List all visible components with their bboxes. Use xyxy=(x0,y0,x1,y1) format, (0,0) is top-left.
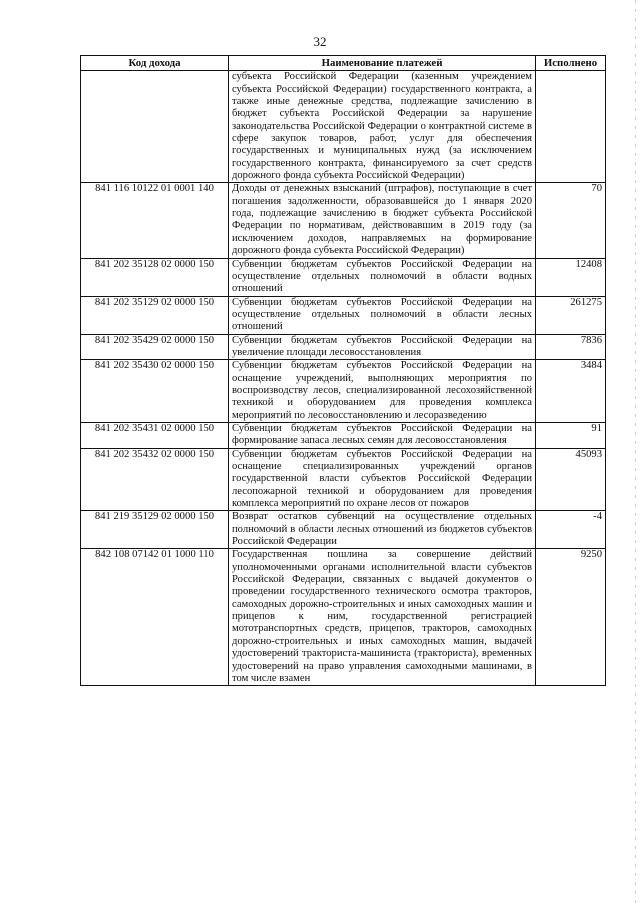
payment-name: Субвенции бюджетам субъектов Российской Федерации на осуществление отдельных полномочий в области лесных отношений xyxy=(229,296,536,334)
executed-amount xyxy=(536,71,606,183)
payment-name: Доходы от денежных взысканий (штрафов), поступающие в счет погашения задолженности, образовавшейся до 1 января 2020 года, подлежащие зачислению в бюджет субъекта Российской Федерации по нормативам, действовавшим в 2019 году (за исключением доходов, направляемых на формирование дорожного фонда субъекта Российской Федерации) xyxy=(229,183,536,258)
header-executed: Исполнено xyxy=(536,56,606,71)
income-code: 841 219 35129 02 0000 150 xyxy=(81,511,229,549)
executed-amount: 91 xyxy=(536,422,606,448)
payment-name: Субвенции бюджетам субъектов Российской Федерации на увеличение площади лесовосстановления xyxy=(229,334,536,360)
page-number: 32 xyxy=(313,34,327,49)
executed-amount: -4 xyxy=(536,511,606,549)
payment-name: Субвенции бюджетам субъектов Российской Федерации на оснащение специализированных учреждений органов государственной власти субъектов Российской Федерации лесопожарной техникой и оборудованием для проведения комплекса мероприятий по охране лесов от пожаров xyxy=(229,448,536,511)
header-name: Наименование платежей xyxy=(229,56,536,71)
executed-amount: 7836 xyxy=(536,334,606,360)
scan-edge-artifact xyxy=(635,0,636,905)
executed-amount: 12408 xyxy=(536,258,606,296)
table-row xyxy=(81,360,606,423)
payment-name: Возврат остатков субвенций на осуществление отдельных полномочий в области лесных отношений из бюджетов субъектов Российской Федерации xyxy=(229,511,536,549)
income-code: 841 202 35429 02 0000 150 xyxy=(81,334,229,360)
table-row xyxy=(81,549,606,686)
income-code: 841 202 35129 02 0000 150 xyxy=(81,296,229,334)
table-row xyxy=(81,258,606,296)
table-row xyxy=(81,334,606,360)
table-row xyxy=(81,71,606,183)
executed-amount: 45093 xyxy=(536,448,606,511)
table-row xyxy=(81,511,606,549)
payment-name: Государственная пошлина за совершение действий уполномоченными органами исполнительной власти субъектов Российской Федерации, связанных с выдачей документов о проведении государственного технического осмотра тракторов, самоходных дорожно-строительных и иных самоходных машин и прицепов к ним, государственной регистрацией мототранспортных средств, прицепов, тракторов, самоходных дорожно-строительных и иных самоходных машин, выдачей удостоверений тракториста-машиниста (тракториста), временных удостоверений на право управления самоходными машинами, в том числе взамен xyxy=(229,549,536,686)
payment-name: субъекта Российской Федерации (казенным учреждением субъекта Российской Федерации) государственного контракта, а также иные денежные средства, подлежащие зачислению в бюджет субъекта Российской Федерации за нарушение законодательства Российской Федерации о контрактной системе в сфере закупок товаров, работ, услуг для обеспечения государственных и муниципальных нужд (за исключением государственного контракта, финансируемого за счет средств дорожного фонда субъекта Российской Федерации) xyxy=(229,71,536,183)
payment-name: Субвенции бюджетам субъектов Российской Федерации на оснащение учреждений, выполняющих мероприятия по воспроизводству лесов, специализированной лесохозяйственной техникой и оборудованием для проведения комплекса мероприятий по лесовосстановлению и лесоразведению xyxy=(229,360,536,423)
executed-amount: 70 xyxy=(536,183,606,258)
income-code: 841 202 35431 02 0000 150 xyxy=(81,422,229,448)
payment-name: Субвенции бюджетам субъектов Российской Федерации на формирование запаса лесных семян для лесовосстановления xyxy=(229,422,536,448)
income-code: 842 108 07142 01 1000 110 xyxy=(81,549,229,686)
revenue-table xyxy=(80,55,606,686)
income-code: 841 202 35430 02 0000 150 xyxy=(81,360,229,423)
income-code: 841 116 10122 01 0001 140 xyxy=(81,183,229,258)
executed-amount: 261275 xyxy=(536,296,606,334)
table-row xyxy=(81,183,606,258)
income-code xyxy=(81,71,229,183)
table-row xyxy=(81,296,606,334)
table-row xyxy=(81,422,606,448)
income-code: 841 202 35432 02 0000 150 xyxy=(81,448,229,511)
table-row xyxy=(81,448,606,511)
executed-amount: 9250 xyxy=(536,549,606,686)
income-code: 841 202 35128 02 0000 150 xyxy=(81,258,229,296)
payment-name: Субвенции бюджетам субъектов Российской Федерации на осуществление отдельных полномочий в области водных отношений xyxy=(229,258,536,296)
executed-amount: 3484 xyxy=(536,360,606,423)
header-code: Код дохода xyxy=(81,56,229,71)
table-header-row xyxy=(81,56,606,71)
